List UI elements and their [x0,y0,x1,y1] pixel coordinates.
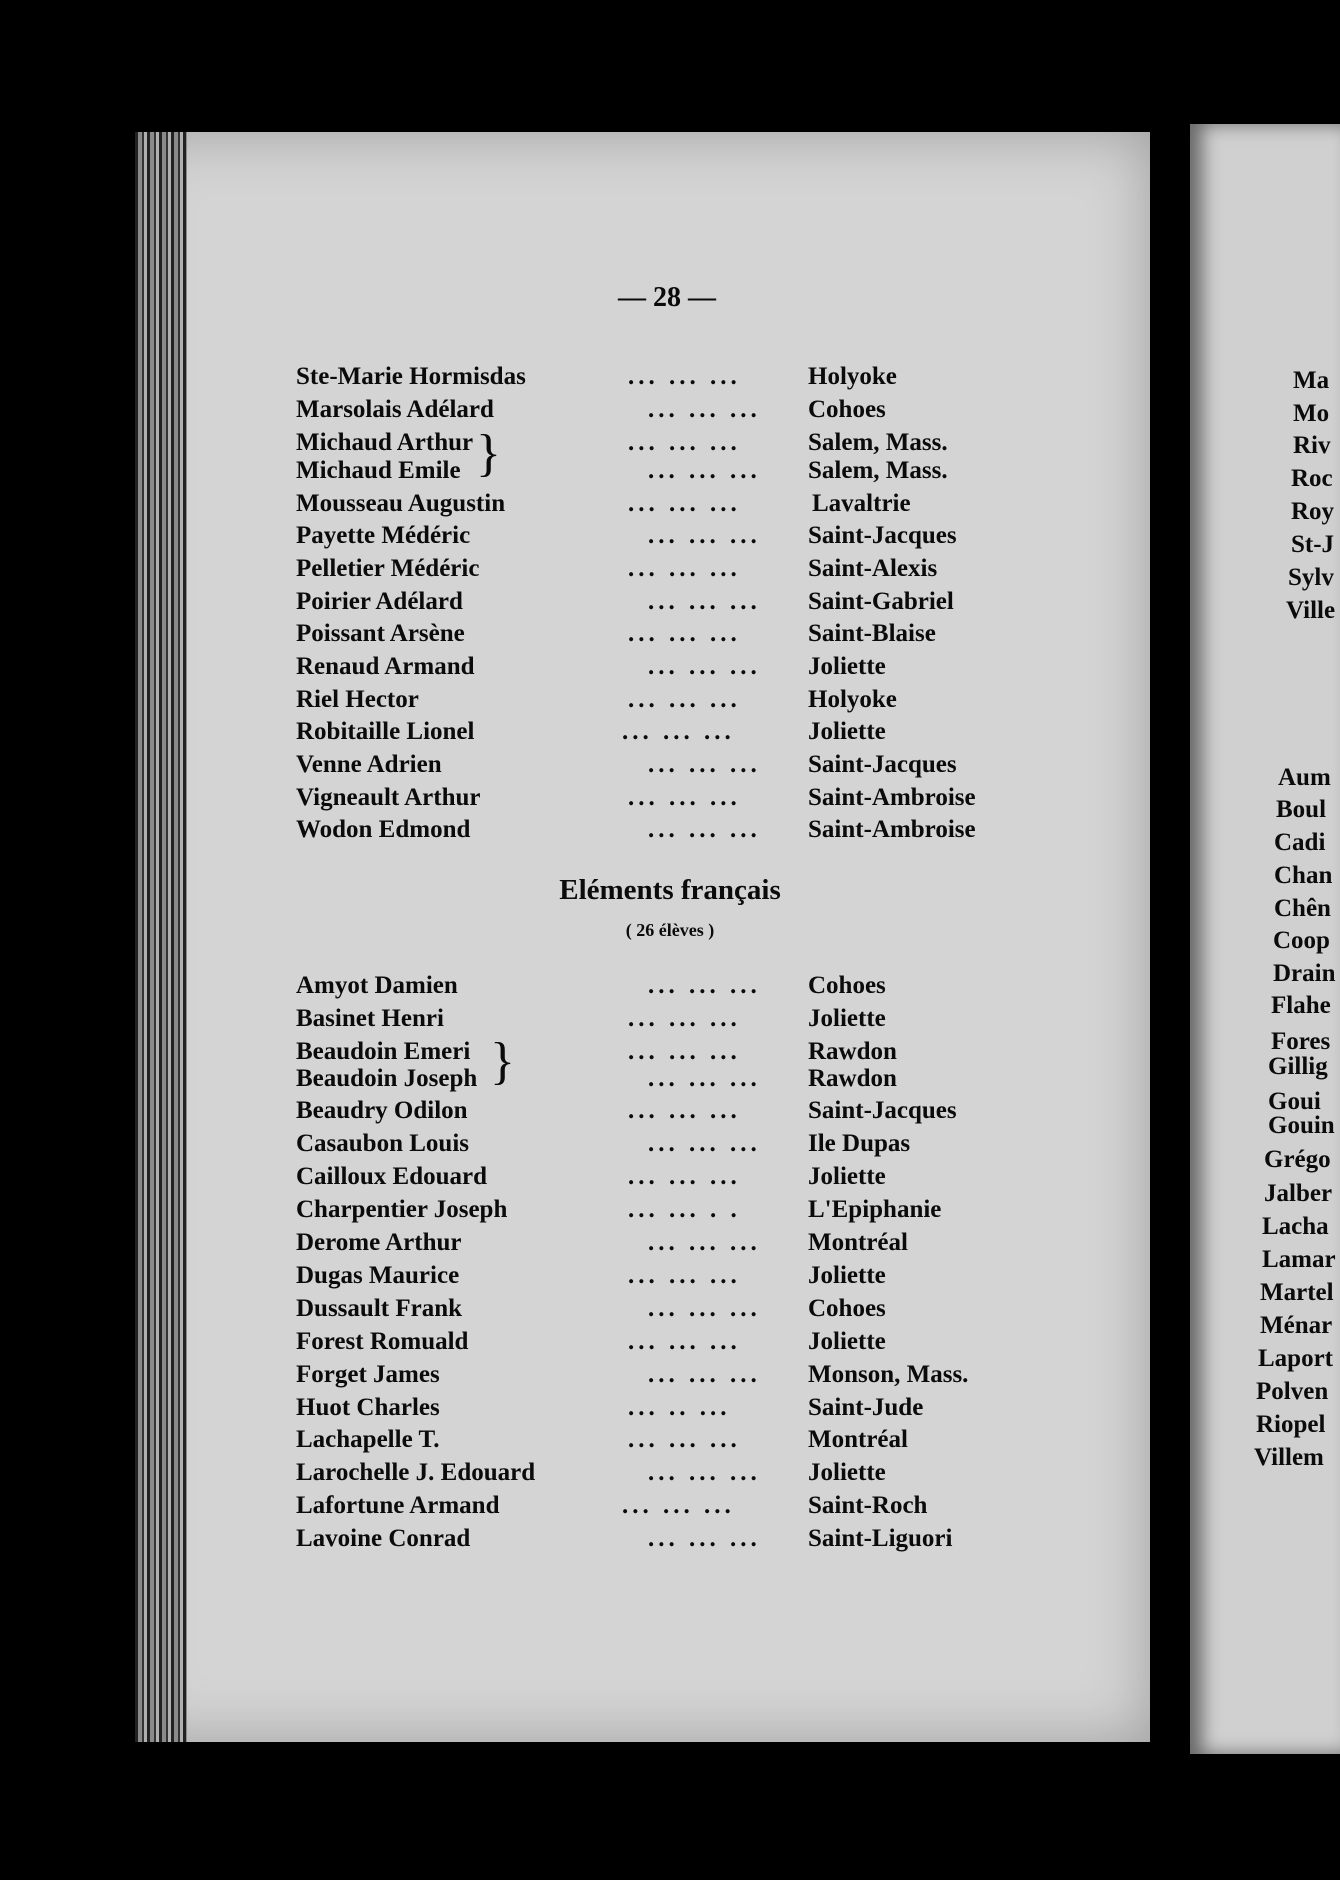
right-page-fragment: Lamar [1262,1246,1336,1273]
leader-dots: ... .. ... [628,1394,731,1421]
leader-dots: ... ... ... [628,1328,741,1355]
leader-dots: ... ... ... [628,1005,741,1032]
student-name: Lavoine Conrad [296,1525,471,1552]
right-page-fragment: Cadi [1274,829,1326,856]
right-page-fragment: Roc [1291,465,1333,492]
student-place: L'Epiphanie [808,1196,942,1223]
leader-dots: ... ... ... [628,490,741,517]
leader-dots: ... ... ... [628,363,741,390]
student-place: Rawdon [808,1065,897,1092]
student-name: Poirier Adélard [296,588,463,615]
student-place: Ile Dupas [808,1130,911,1157]
leader-dots: ... ... ... [648,653,761,680]
student-place: Salem, Mass. [808,429,948,456]
leader-dots: ... ... ... [628,1426,741,1453]
leader-dots: ... ... ... [648,522,761,549]
student-place: Saint-Jacques [808,751,957,778]
student-name: Lachapelle T. [296,1426,440,1453]
right-page-fragment: Chan [1274,862,1333,889]
student-name: Poissant Arsène [296,620,465,647]
student-place: Holyoke [808,686,897,713]
student-name: Forget James [296,1361,440,1388]
right-page-fragment: Lacha [1262,1213,1329,1240]
leader-dots: ... ... ... [648,1130,761,1157]
right-page-fragment: Polven [1256,1378,1329,1405]
student-place: Saint-Alexis [808,555,938,582]
right-page-fragment: Riv [1293,432,1331,459]
student-name: Beaudry Odilon [296,1097,468,1124]
right-page-fragment: Riopel [1256,1411,1326,1438]
right-page-fragment: Villem [1254,1444,1324,1471]
leader-dots: ... ... ... [628,784,741,811]
right-page-fragment: Ma [1293,367,1330,394]
student-name: Mousseau Augustin [296,490,506,517]
leader-dots: ... ... ... [648,1065,761,1092]
right-page-fragment: Fores [1271,1028,1331,1055]
student-name: Vigneault Arthur [296,784,481,811]
student-place: Cohoes [808,972,886,999]
student-name: Venne Adrien [296,751,442,778]
leader-dots: ... ... ... [648,1361,761,1388]
brace-symbol: } [476,425,501,482]
student-place: Joliette [808,1262,886,1289]
student-place: Saint-Jacques [808,522,957,549]
student-name: Forest Romuald [296,1328,469,1355]
student-name: Basinet Henri [296,1005,444,1032]
student-name: Robitaille Lionel [296,718,475,745]
right-page-fragment: Grégo [1264,1146,1331,1173]
student-name: Casaubon Louis [296,1130,469,1157]
leader-dots: ... ... ... [628,620,741,647]
student-name: Cailloux Edouard [296,1163,488,1190]
leader-dots: ... ... ... [648,751,761,778]
leader-dots: ... ... ... [648,588,761,615]
leader-dots: ... ... ... [648,396,761,423]
right-page-fragment: St-J [1291,531,1335,558]
student-name: Wodon Edmond [296,816,471,843]
right-page-fragment: Roy [1291,498,1335,525]
leader-dots: ... ... ... [648,1525,761,1552]
right-page-fragment: Drain [1273,960,1336,987]
student-name: Derome Arthur [296,1229,462,1256]
student-name: Beaudoin Emeri [296,1038,471,1065]
right-page [1190,124,1340,1754]
student-name: Marsolais Adélard [296,396,494,423]
right-page-fragment: Ménar [1260,1312,1333,1339]
student-place: Holyoke [808,363,897,390]
student-place: Saint-Ambroise [808,784,976,811]
student-place: Saint-Liguori [808,1525,953,1552]
right-page-fragment: Martel [1260,1279,1334,1306]
right-page-fragment: Gouin [1268,1112,1335,1139]
student-place: Montréal [808,1426,908,1453]
student-place: Saint-Jacques [808,1097,957,1124]
right-page-fragment: Goui [1268,1088,1321,1115]
leader-dots: ... ... . . [628,1196,741,1223]
leader-dots: ... ... ... [648,457,761,484]
leader-dots: ... ... ... [622,1492,735,1519]
student-name: Michaud Emile [296,457,461,484]
student-name: Michaud Arthur [296,429,474,456]
student-name: Lafortune Armand [296,1492,500,1519]
section-title: Eléments français [559,874,781,906]
right-page-fragment: Gillig [1268,1053,1328,1080]
right-page-fragment: Laport [1258,1345,1333,1372]
student-place: Saint-Ambroise [808,816,976,843]
student-place: Joliette [808,1328,886,1355]
brace-symbol: } [490,1033,515,1090]
right-page-fragment: Mo [1293,400,1330,427]
leader-dots: ... ... ... [628,686,741,713]
leader-dots: ... ... ... [628,1262,741,1289]
student-place: Saint-Blaise [808,620,936,647]
student-place: Joliette [808,1163,886,1190]
student-name: Amyot Damien [296,972,458,999]
section-subtitle: ( 26 élèves ) [625,920,715,940]
right-page-fragment: Ville [1286,597,1336,624]
student-place: Saint-Gabriel [808,588,954,615]
student-name: Charpentier Joseph [296,1196,508,1223]
student-place: Monson, Mass. [808,1361,969,1388]
student-name: Dussault Frank [296,1295,463,1322]
student-name: Huot Charles [296,1394,440,1421]
student-name: Ste-Marie Hormisdas [296,363,526,390]
leader-dots: ... ... ... [648,816,761,843]
student-name: Renaud Armand [296,653,475,680]
student-place: Rawdon [808,1038,897,1065]
right-page-fragment: Sylv [1288,564,1334,591]
right-page-fragment: Aum [1278,764,1331,791]
leader-dots: ... ... ... [628,1097,741,1124]
leader-dots: ... ... ... [628,555,741,582]
student-place: Cohoes [808,396,886,423]
student-place: Joliette [808,1005,886,1032]
student-place: Saint-Jude [808,1394,924,1421]
leader-dots: ... ... ... [628,429,741,456]
student-name: Payette Médéric [296,522,471,549]
leader-dots: ... ... ... [648,1295,761,1322]
page-number: — 28 — [618,282,716,313]
leader-dots: ... ... ... [628,1038,741,1065]
student-name: Larochelle J. Edouard [296,1459,536,1486]
right-page-fragment: Boul [1276,796,1327,823]
leader-dots: ... ... ... [628,1163,741,1190]
student-place: Salem, Mass. [808,457,948,484]
leader-dots: ... ... ... [648,972,761,999]
student-place: Cohoes [808,1295,886,1322]
right-page-fragment: Jalber [1264,1180,1333,1207]
page-binding [135,132,187,1742]
leader-dots: ... ... ... [648,1229,761,1256]
student-name: Dugas Maurice [296,1262,460,1289]
student-name: Riel Hector [296,686,419,713]
student-name: Beaudoin Joseph [296,1065,478,1092]
leader-dots: ... ... ... [622,718,735,745]
student-name: Pelletier Médéric [296,555,480,582]
right-page-fragment: Flahe [1271,992,1331,1019]
student-place: Joliette [808,1459,886,1486]
student-place: Lavaltrie [812,490,911,517]
leader-dots: ... ... ... [648,1459,761,1486]
student-place: Joliette [808,653,886,680]
right-page-fragment: Chên [1274,895,1331,922]
student-place: Joliette [808,718,886,745]
student-place: Montréal [808,1229,908,1256]
student-place: Saint-Roch [808,1492,928,1519]
right-page-fragment: Coop [1273,927,1330,954]
